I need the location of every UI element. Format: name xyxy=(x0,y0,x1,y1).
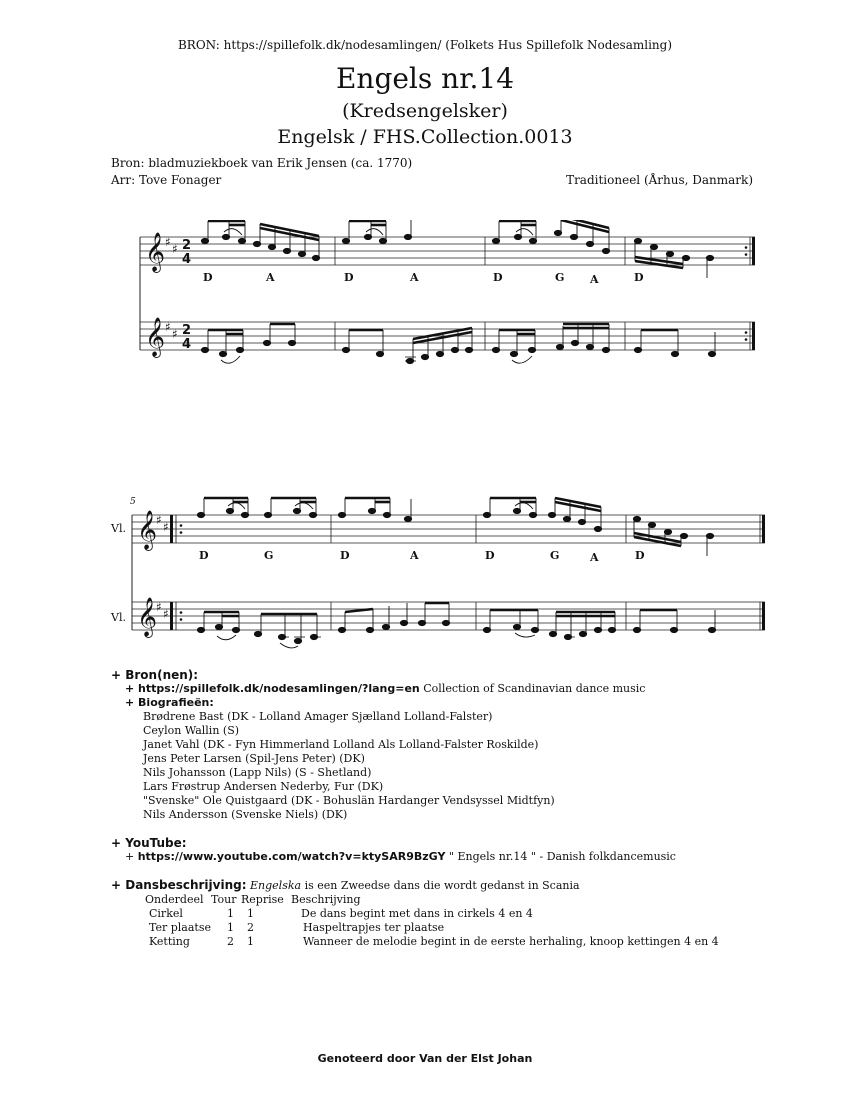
table-cell: Ketting xyxy=(149,935,190,948)
notes-lower xyxy=(197,620,715,643)
table-row xyxy=(145,921,719,935)
chord-symbol: D xyxy=(340,549,350,562)
chord-symbols-1 xyxy=(203,271,644,286)
column-header: Beschrijving xyxy=(291,893,361,906)
sharp-icon: ♯ xyxy=(172,242,178,256)
bio-item: Jens Peter Larsen (Spil-Jens Peter) (DK) xyxy=(143,752,365,765)
chord-symbols-2 xyxy=(199,549,645,564)
start-repeat-barline xyxy=(170,515,182,630)
page-subtitle: (Kredsengelsker) xyxy=(342,100,508,122)
bar-lines xyxy=(335,237,750,350)
sources-heading: + Bron(nen): xyxy=(111,668,199,682)
source-header: BRON: https://spillefolk.dk/nodesamlingen/ (Folkets Hus Spillefolk Nodesamling) xyxy=(177,38,673,52)
table-row xyxy=(145,907,719,921)
chord-symbol: A xyxy=(410,271,419,284)
composer-line: Traditioneel (Århus, Danmark) xyxy=(566,173,753,187)
chord-symbol: D xyxy=(199,549,209,562)
chord-symbol: D xyxy=(344,271,354,284)
bio-item: Lars Frøstrup Andersen Nederby, Fur (DK) xyxy=(143,780,384,793)
bio-item: Janet Vahl (DK - Fyn Himmerland Lolland Als Lolland-Falster Roskilde) xyxy=(143,738,539,751)
collection-id: Engelsk / FHS.Collection.0013 xyxy=(277,126,573,148)
chord-symbol: A xyxy=(590,551,599,564)
stems-upper xyxy=(204,498,707,556)
table-cell: 1 xyxy=(247,935,254,948)
column-header: Onderdeel xyxy=(145,893,204,906)
dance-heading: + Dansbeschrijving: xyxy=(111,878,247,892)
table-cell: 1 xyxy=(247,907,254,920)
slurs-lower xyxy=(221,356,532,363)
bar-lines xyxy=(331,515,760,630)
bio-item: Brødrene Bast (DK - Lolland Amager Sjælland Lolland-Falster) xyxy=(143,710,493,723)
measure-number: 5 xyxy=(130,497,136,507)
beams-lower xyxy=(204,603,677,616)
chord-symbol: G xyxy=(550,549,560,562)
footer-credit: Genoteerd door Van der Elst Johan xyxy=(317,1052,533,1065)
time-signatures xyxy=(182,238,191,352)
bio-item: Nils Johansson (Lapp Nils) (S - Shetland) xyxy=(143,766,372,779)
slurs-lower xyxy=(217,633,535,648)
time-sig-bottom: 4 xyxy=(182,252,192,267)
table-cell: Cirkel xyxy=(149,907,183,920)
youtube-line xyxy=(111,850,811,864)
notes-lower xyxy=(201,340,715,363)
chord-symbol: G xyxy=(264,549,274,562)
time-sig-bottom: 4 xyxy=(182,337,192,352)
clefs xyxy=(137,510,169,638)
chord-symbol: D xyxy=(635,549,645,562)
treble-clef-icon: 𝄞 xyxy=(137,510,158,550)
score-system-1 xyxy=(0,220,850,370)
column-header: Reprise xyxy=(241,893,284,906)
info-section xyxy=(111,668,811,949)
instrument-label: Vl. xyxy=(111,522,126,535)
table-cell: Ter plaatse xyxy=(149,921,211,934)
slurs-upper xyxy=(228,503,533,509)
youtube-desc: " Engels nr.14 " - Danish folkdancemusic xyxy=(445,850,676,863)
score-system-2 xyxy=(0,490,850,650)
sharp-icon: ♯ xyxy=(163,607,169,621)
treble-clef-icon: 𝄞 xyxy=(145,317,166,357)
bio-item: Nils Andersson (Svenske Niels) (DK) xyxy=(143,808,348,821)
youtube-prefix: + xyxy=(125,850,138,863)
sources-link-desc: Collection of Scandinavian dance music xyxy=(419,682,646,695)
sharp-icon: ♯ xyxy=(165,320,171,334)
page-title: Engels nr.14 xyxy=(335,62,515,95)
bron-line: Bron: bladmuziekboek van Erik Jensen (ca. 1770) xyxy=(111,156,413,170)
chord-symbol: D xyxy=(493,271,503,284)
youtube-link[interactable]: https://www.youtube.com/watch?v=ktySAR9BzGY xyxy=(137,850,446,863)
chord-symbol: A xyxy=(590,273,599,286)
bio-item: "Svenske" Ole Quistgaard (DK - Bohuslän Hardanger Vendsyssel Midtfyn) xyxy=(143,794,555,807)
chord-symbol: A xyxy=(266,271,275,284)
column-header: Tour xyxy=(211,893,237,906)
table-cell: 1 xyxy=(227,921,234,934)
chord-symbol: A xyxy=(410,549,419,562)
chord-symbol: D xyxy=(203,271,213,284)
treble-clef-icon: 𝄞 xyxy=(145,232,166,272)
dance-table xyxy=(145,893,719,949)
bio-item: Ceylon Wallin (S) xyxy=(143,724,240,737)
sources-link[interactable]: + https://spillefolk.dk/nodesamlingen/?lang=en xyxy=(125,682,420,695)
table-cell: 1 xyxy=(227,907,234,920)
time-sig-top: 2 xyxy=(182,323,192,338)
table-row xyxy=(145,935,719,949)
dance-intro: is een Zweedse dans die wordt gedanst in Scania xyxy=(301,879,580,892)
table-header-row xyxy=(145,893,719,907)
chord-symbol: D xyxy=(634,271,644,284)
bios-heading: + Biografieën: xyxy=(125,696,214,709)
dance-intro-italic: Engelska xyxy=(250,879,302,892)
sharp-icon: ♯ xyxy=(163,520,169,534)
table-cell: De dans begint met dans in cirkels 4 en 4 xyxy=(301,907,533,920)
arranger-line: Arr: Tove Fonager xyxy=(111,173,222,187)
chord-symbol: D xyxy=(485,549,495,562)
sharp-icon: ♯ xyxy=(165,235,171,249)
final-barline xyxy=(762,515,765,630)
chord-symbol: G xyxy=(555,271,565,284)
sources-line xyxy=(111,682,811,696)
sharp-icon: ♯ xyxy=(156,513,162,527)
table-cell: 2 xyxy=(247,921,254,934)
table-cell: Wanneer de melodie begint in de eerste herhaling, knoop kettingen 4 en 4 xyxy=(303,935,719,948)
time-sig-top: 2 xyxy=(182,238,192,253)
sharp-icon: ♯ xyxy=(172,327,178,341)
clefs xyxy=(145,232,178,358)
sharp-icon: ♯ xyxy=(156,600,162,614)
table-cell: Haspeltrapjes ter plaatse xyxy=(303,921,445,934)
dance-heading-line xyxy=(111,878,811,893)
table-cell: 2 xyxy=(227,935,234,948)
treble-clef-icon: 𝄞 xyxy=(137,597,158,637)
instrument-label: Vl. xyxy=(111,611,126,624)
youtube-heading: + YouTube: xyxy=(111,836,187,850)
